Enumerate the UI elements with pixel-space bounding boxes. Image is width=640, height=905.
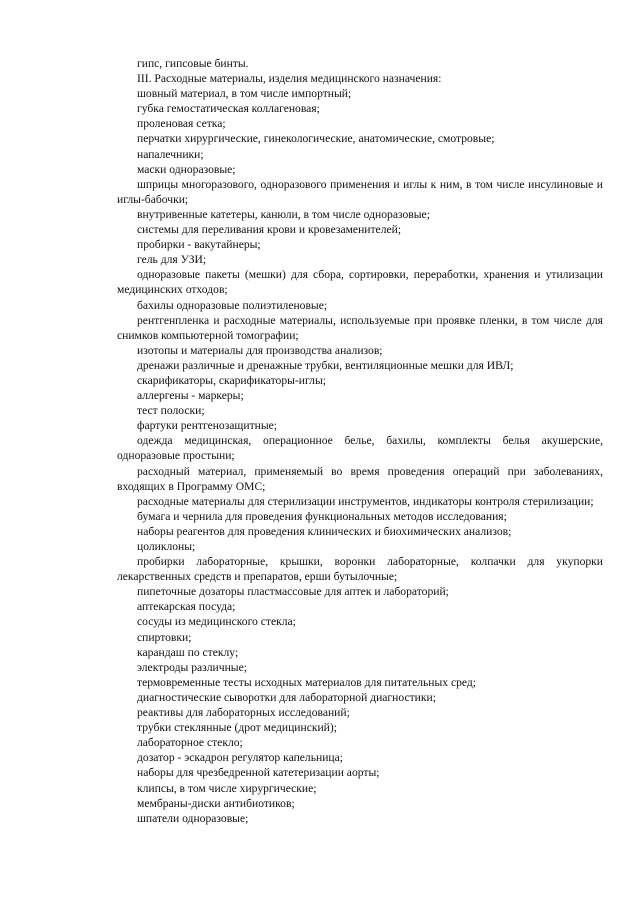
paragraph: шовный материал, в том числе импортный; <box>137 87 352 101</box>
paragraph: системы для переливания крови и кровезаменителей; <box>137 223 402 237</box>
paragraph: реактивы для лабораторных исследований; <box>137 706 350 720</box>
paragraph: наборы реагентов для проведения клинических и биохимических анализов; <box>137 524 512 538</box>
paragraph: изотопы и материалы для производства анализов; <box>137 343 383 357</box>
paragraph: бахилы одноразовые полиэтиленовые; <box>137 298 328 312</box>
paragraph: гипс, гипсовые бинты. <box>137 57 249 70</box>
document-page <box>117 56 603 826</box>
paragraph: лабораторное стекло; <box>137 736 243 750</box>
paragraph: пробирки - вакутайнеры; <box>137 238 261 252</box>
paragraph: расходные материалы для стерилизации инструментов, индикаторы контроля стерилизации; <box>137 494 594 508</box>
paragraph: перчатки хирургические, гинекологические, анатомические, смотровые; <box>137 132 495 146</box>
paragraph: одноразовые пакеты (мешки) для сбора, сортировки, переработки, хранения и утилизации медицинских отходов; <box>117 268 603 297</box>
paragraph: сосуды из медицинского стекла; <box>137 615 296 629</box>
paragraph: гель для УЗИ; <box>137 253 207 267</box>
paragraph: пробирки лабораторные, крышки, воронки лабораторные, колпачки для укупорки лекарственных средств и препаратов, ерши бутылочные; <box>117 555 603 584</box>
paragraph: губка гемостатическая коллагеновая; <box>137 102 320 116</box>
paragraph: аллергены - маркеры; <box>137 389 244 403</box>
paragraph: расходный материал, применяемый во время проведения операций при заболеваниях, входящих в Программу ОМС; <box>117 464 603 493</box>
paragraph: диагностические сыворотки для лабораторной диагностики; <box>137 690 436 704</box>
paragraph: маски одноразовые; <box>137 162 236 176</box>
paragraph: скарификаторы, скарификаторы-иглы; <box>137 373 326 387</box>
paragraph: проленовая сетка; <box>137 117 226 131</box>
paragraph: трубки стеклянные (дрот медицинский); <box>137 721 337 735</box>
paragraph: термовременные тесты исходных материалов для питательных сред; <box>137 675 477 689</box>
paragraph: аптекарская посуда; <box>137 600 236 614</box>
paragraph: напалечники; <box>137 147 204 161</box>
paragraph: дренажи различные и дренажные трубки, вентиляционные мешки для ИВЛ; <box>137 358 514 372</box>
section-heading: III. Расходные материалы, изделия медицинского назначения: <box>137 72 442 86</box>
paragraph: шприцы многоразового, одноразового применения и иглы к ним, в том числе инсулиновые и иглы-бабочки; <box>117 177 603 206</box>
paragraph: бумага и чернила для проведения функциональных методов исследования; <box>137 509 507 523</box>
paragraph: карандаш по стеклу; <box>137 645 239 659</box>
paragraph: внутривенные катетеры, канюли, в том числе одноразовые; <box>137 207 430 221</box>
paragraph: дозатор - эскадрон регулятор капельница; <box>137 751 343 765</box>
paragraph: наборы для чрезбедренной катетеризации аорты; <box>137 766 380 780</box>
paragraph: фартуки рентгенозащитные; <box>137 419 277 433</box>
paragraph: тест полоски; <box>137 404 205 418</box>
paragraph: спиртовки; <box>137 630 192 644</box>
paragraph: мембраны-диски антибиотиков; <box>137 796 295 810</box>
paragraph: одежда медицинская, операционное белье, бахилы, комплекты белья акушерские, одноразовые простыни; <box>117 434 603 463</box>
paragraph: пипеточные дозаторы пластмассовые для аптек и лабораторий; <box>137 585 449 599</box>
paragraph: рентгенпленка и расходные материалы, используемые при проявке пленки, в том числе для снимков компьютерной томографии; <box>117 313 603 342</box>
paragraph: клипсы, в том числе хирургические; <box>137 781 317 795</box>
paragraph: цоликлоны; <box>137 540 196 553</box>
paragraph: шпатели одноразовые; <box>137 811 249 825</box>
paragraph: электроды различные; <box>137 660 247 674</box>
